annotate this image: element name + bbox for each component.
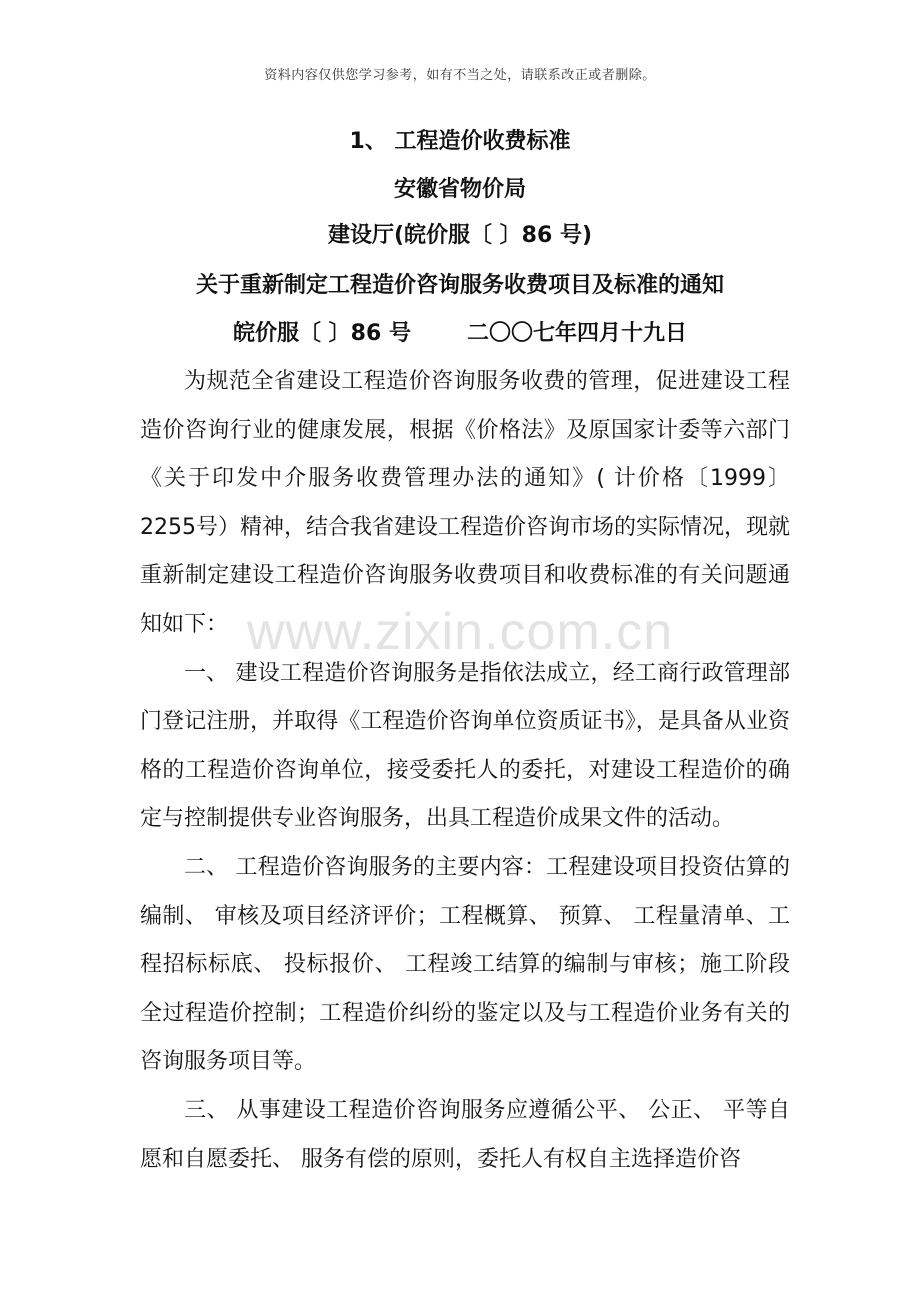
article-two-paragraph: 二、 工程造价咨询服务的主要内容：工程建设项目投资估算的编制、 审核及项目经济评价；工程概算、 预算、 工程量清单、工程招标标底、 投标报价、 工程竣工结算的编制与审核；施工阶段全过程造价控制；工程造价纠纷的鉴定以及与工程造价业务有关的咨询服务项目等。 xyxy=(140,854,790,1075)
article-one-paragraph: 一、 建设工程造价咨询服务是指依法成立，经工商行政管理部门登记注册，并取得《工程造价咨询单位资质证书》，是具备从业资格的工程造价咨询单位，接受委托人的委托，对建设工程造价的确定与控制提供专业咨询服务，出具工程造价成果文件的活动。 xyxy=(140,660,790,832)
page-disclaimer: 资料内容仅供您学习参考，如有不当之处，请联系改正或者删除。 xyxy=(264,68,656,83)
document-number: 皖价服〔 〕86 号 xyxy=(233,321,411,346)
watermark-text: www.zixin.com.cn xyxy=(246,603,674,661)
issue-date: 二〇〇七年四月十九日 xyxy=(466,321,687,346)
notice-reference-line xyxy=(0,316,920,347)
issuing-authority: 安徽省物价局 xyxy=(393,177,526,202)
section-title: 1、 工程造价收费标准 xyxy=(349,129,571,154)
article-three-paragraph: 三、 从事建设工程造价咨询服务应遵循公平、 公正、 平等自愿和自愿委托、 服务有偿的原则，委托人有权自主选择造价咨 xyxy=(140,1097,790,1172)
notice-title: 关于重新制定工程造价咨询服务收费项目及标准的通知 xyxy=(195,273,724,298)
issuing-department: 建设厅(皖价服〔 〕86 号) xyxy=(327,223,593,248)
intro-paragraph: 为规范全省建设工程造价咨询服务收费的管理，促进建设工程造价咨询行业的健康发展，根据《价格法》及原国家计委等六部门《关于印发中介服务收费管理办法的通知》( 计价格〔1999〕2255号）精神，结合我省建设工程造价咨询市场的实际情况，现就重新制定建设工程造价咨询服务收费项目和收费标准的有关问题通知如下： xyxy=(140,369,790,637)
notice-body xyxy=(140,358,790,1184)
